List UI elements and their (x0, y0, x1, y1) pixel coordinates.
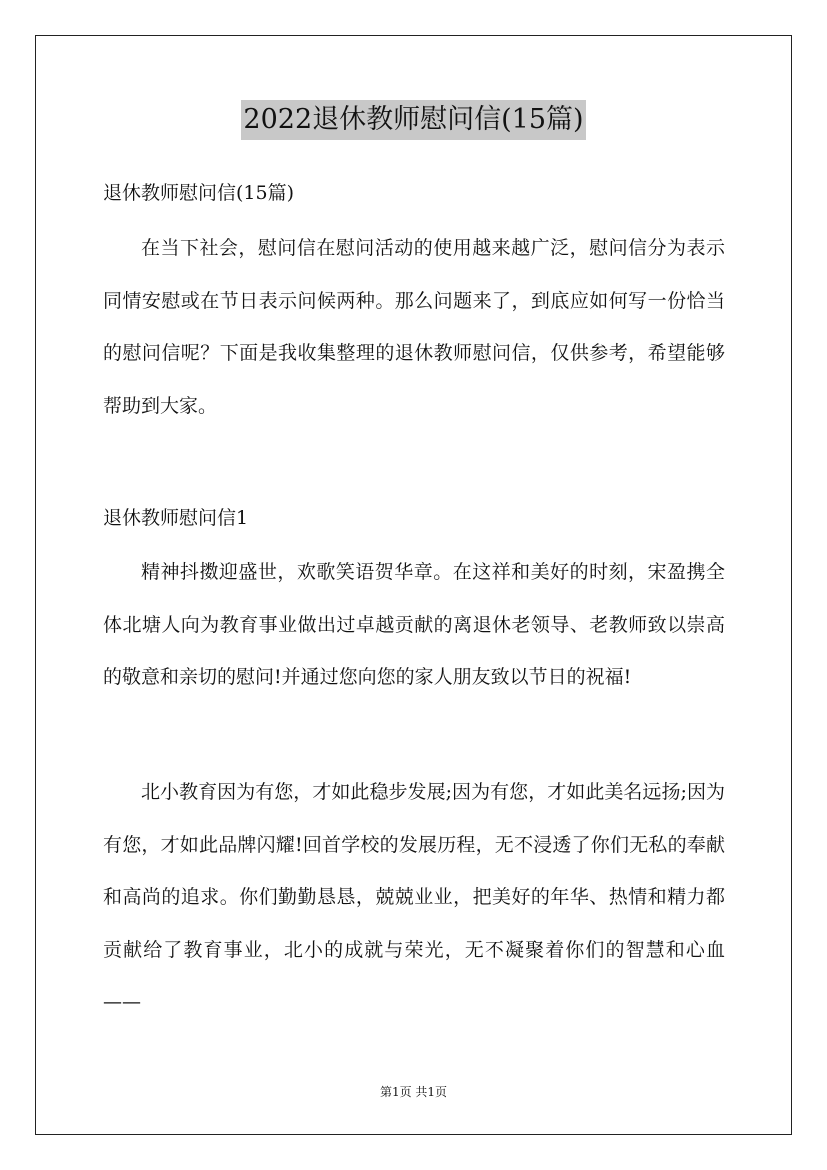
page-footer: 第1页 共1页 (379, 1085, 448, 1099)
title-container (0, 100, 827, 140)
document-title: 2022退休教师慰问信(15篇) (241, 100, 585, 140)
intro-paragraph: 在当下社会，慰问信在慰问活动的使用越来越广泛，慰问信分为表示同情安慰或在节日表示问候两种。那么问题来了，到底应如何写一份恰当的慰问信呢？下面是我收集整理的退休教师慰问信，仅供参考，希望能够帮助到大家。 (103, 237, 725, 417)
section-paragraph-2: 北小教育因为有您，才如此稳步发展;因为有您，才如此美名远扬;因为有您，才如此品牌闪耀!回首学校的发展历程，无不浸透了你们无私的奉献和高尚的追求。你们勤勤恳恳，兢兢业业，把美好的年华、热情和精力都贡献给了教育事业，北小的成就与荣光，无不凝聚着你们的智慧和心血—— (103, 781, 725, 1013)
section-heading: 退休教师慰问信1 (103, 507, 249, 529)
document-subtitle: 退休教师慰问信(15篇) (103, 182, 295, 204)
section-paragraph-1: 精神抖擞迎盛世，欢歌笑语贺华章。在这祥和美好的时刻，宋盈携全体北塘人向为教育事业做出过卓越贡献的离退休老领导、老教师致以崇高的敬意和亲切的慰问!并通过您向您的家人朋友致以节日的祝福! (103, 561, 725, 688)
